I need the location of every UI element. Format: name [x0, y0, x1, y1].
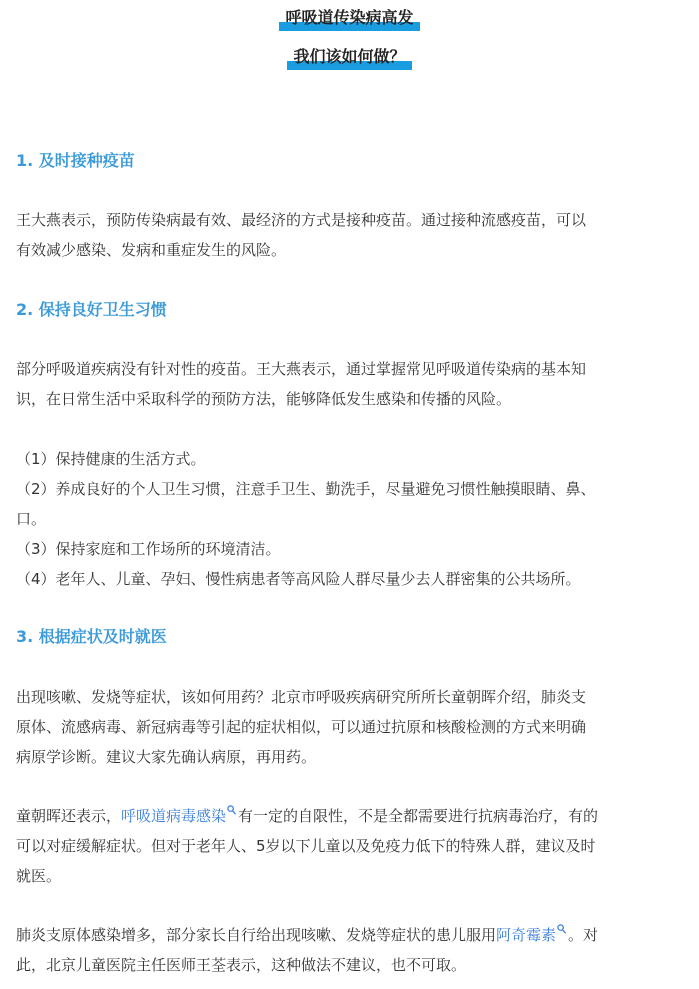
paragraph-line: 此，北京儿童医院主任医师王荃表示，这种做法不建议，也不可取。: [16, 956, 467, 974]
section-3-paragraph-1: [16, 682, 686, 772]
hygiene-list: [16, 444, 686, 594]
section-3-paragraph-2: [16, 801, 686, 891]
section-3-paragraph-3: [16, 920, 686, 980]
section-1-paragraph: [16, 205, 686, 265]
section-2-heading: 2. 保持良好卫生习惯: [16, 300, 167, 319]
list-item: （4）老年人、儿童、孕妇、慢性病患者等高风险人群尽量少去人群密集的公共场所。: [16, 570, 581, 588]
text-segment: 童朝晖还表示，: [16, 807, 122, 825]
paragraph-line: 识，在日常生活中采取科学的预防方法，能够降低发生感染和传播的风险。: [16, 390, 512, 408]
keyword-link-respiratory-virus[interactable]: 呼吸道病毒感染: [121, 807, 227, 825]
list-item-continued: 口。: [16, 510, 47, 528]
title-line-2: [0, 47, 699, 67]
paragraph-line: 有效减少感染、发病和重症发生的风险。: [16, 241, 287, 259]
title-text-1: 呼吸道传染病高发: [279, 8, 419, 28]
list-item: （3）保持家庭和工作场所的环境清洁。: [16, 540, 281, 558]
paragraph-line: 可以对症缓解症状。但对于老年人、5岁以下儿童以及免疫力低下的特殊人群，建议及时: [16, 837, 596, 855]
section-3-heading: 3. 根据症状及时就医: [16, 627, 167, 646]
paragraph-line: 就医。: [16, 867, 62, 885]
keyword-link-azithromycin[interactable]: 阿奇霉素: [496, 926, 557, 944]
paragraph-line: 出现咳嗽、发烧等症状，该如何用药？北京市呼吸疾病研究所所长童朝晖介绍，肺炎支: [16, 688, 587, 706]
list-item: （2）养成良好的个人卫生习惯，注意手卫生、勤洗手，尽量避免习惯性触摸眼睛、鼻、: [16, 480, 596, 498]
list-item: （1）保持健康的生活方式。: [16, 450, 206, 468]
paragraph-line: [16, 920, 686, 950]
search-icon[interactable]: [557, 924, 566, 934]
paragraph-line: 部分呼吸道疾病没有针对性的疫苗。王大燕表示，通过掌握常见呼吸道传染病的基本知: [16, 360, 587, 378]
text-segment: 有一定的自限性，不是全都需要进行抗病毒治疗，有的: [238, 807, 599, 825]
title-text-2: 我们该如何做？: [287, 47, 411, 67]
paragraph-line: 病原学诊断。建议大家先确认病原，再用药。: [16, 748, 317, 766]
section-1-heading: 1. 及时接种疫苗: [16, 151, 135, 170]
search-icon[interactable]: [227, 805, 236, 815]
paragraph-line: 原体、流感病毒、新冠病毒等引起的症状相似，可以通过抗原和核酸检测的方式来明确: [16, 718, 587, 736]
section-2-paragraph: [16, 354, 686, 414]
title-line-1: [0, 8, 699, 28]
paragraph-line: [16, 801, 686, 831]
paragraph-line: 王大燕表示，预防传染病最有效、最经济的方式是接种疫苗。通过接种流感疫苗，可以: [16, 211, 587, 229]
text-segment: 肺炎支原体感染增多，部分家长自行给出现咳嗽、发烧等症状的患儿服用: [16, 926, 497, 944]
text-segment: 。对: [568, 926, 599, 944]
